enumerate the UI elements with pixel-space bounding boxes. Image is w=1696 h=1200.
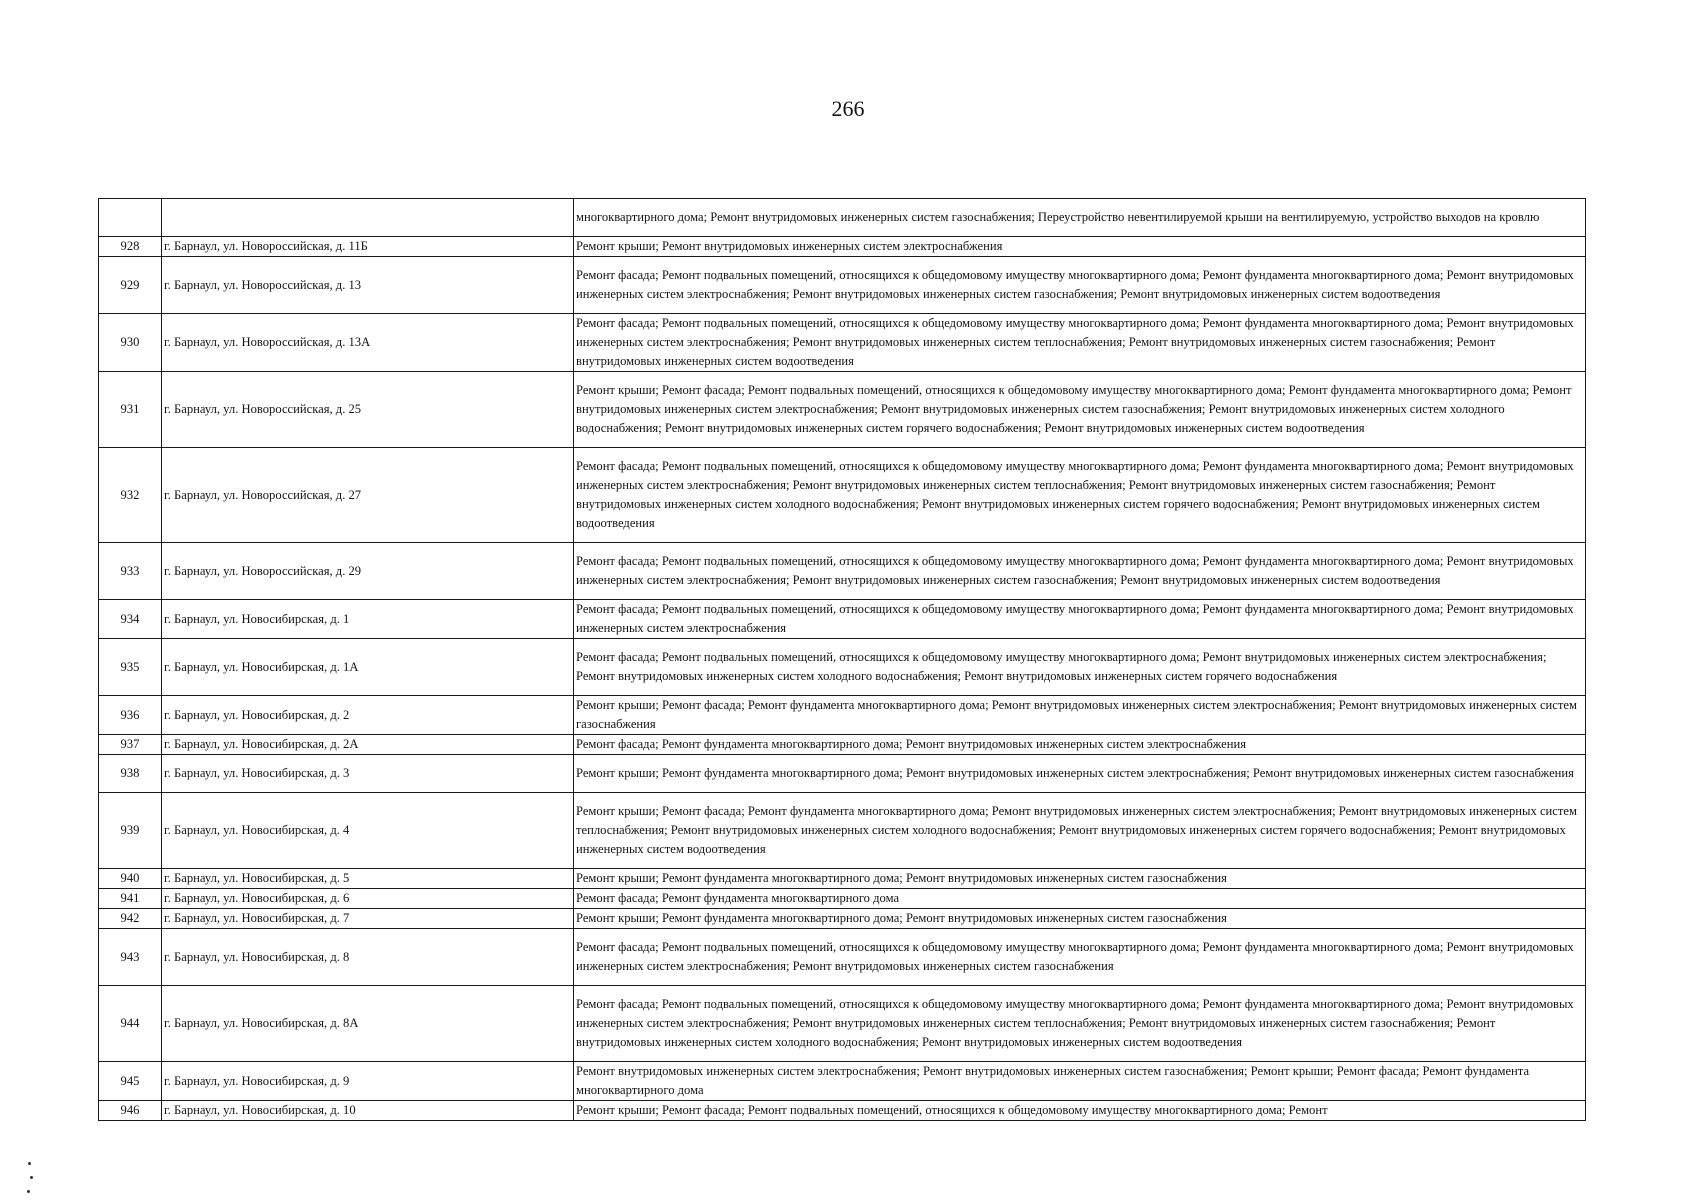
row-works: Ремонт фасада; Ремонт подвальных помещений, относящихся к общедомовому имуществу многоквартирного дома; Ремонт фундамента многоквартирного дома; Ремонт внутридомовых инженерных систем электроснабжения; Ремонт внутридомовых инженерных систем теплоснабжения; Ремонт внутридомовых инженерных систем газоснабжения; Ремонт внутридомовых инженерных систем холодного водоснабжения; Ремонт внутридомовых инженерных систем горячего водоснабжения; Ремонт внутридомовых инженерных систем водоотведения	[574, 448, 1586, 543]
row-address	[162, 199, 574, 237]
row-number: 940	[99, 869, 162, 889]
table-row	[99, 257, 1586, 314]
table-row	[99, 929, 1586, 986]
row-works: Ремонт фасада; Ремонт фундамента многоквартирного дома	[574, 889, 1586, 909]
row-works: многоквартирного дома; Ремонт внутридомовых инженерных систем газоснабжения; Переустройство невентилируемой крыши на вентилируемую, устройство выходов на кровлю	[574, 199, 1586, 237]
row-works: Ремонт фасада; Ремонт подвальных помещений, относящихся к общедомовому имуществу многоквартирного дома; Ремонт фундамента многоквартирного дома; Ремонт внутридомовых инженерных систем электроснабжения; Ремонт внутридомовых инженерных систем газоснабжения; Ремонт внутридомовых инженерных систем водоотведения	[574, 543, 1586, 600]
row-number	[99, 199, 162, 237]
row-address: г. Барнаул, ул. Новосибирская, д. 2	[162, 696, 574, 735]
table-row	[99, 869, 1586, 889]
row-number: 942	[99, 909, 162, 929]
table-row	[99, 237, 1586, 257]
row-works: Ремонт фасада; Ремонт подвальных помещений, относящихся к общедомовому имуществу многоквартирного дома; Ремонт фундамента многоквартирного дома; Ремонт внутридомовых инженерных систем электроснабжения; Ремонт внутридомовых инженерных систем теплоснабжения; Ремонт внутридомовых инженерных систем газоснабжения; Ремонт внутридомовых инженерных систем водоотведения	[574, 314, 1586, 372]
row-address: г. Барнаул, ул. Новороссийская, д. 29	[162, 543, 574, 600]
row-number: 929	[99, 257, 162, 314]
row-number: 939	[99, 793, 162, 869]
row-works: Ремонт крыши; Ремонт фундамента многоквартирного дома; Ремонт внутридомовых инженерных систем электроснабжения; Ремонт внутридомовых инженерных систем газоснабжения	[574, 755, 1586, 793]
row-number: 943	[99, 929, 162, 986]
row-works: Ремонт крыши; Ремонт фасада; Ремонт фундамента многоквартирного дома; Ремонт внутридомовых инженерных систем электроснабжения; Ремонт внутридомовых инженерных систем газоснабжения	[574, 696, 1586, 735]
row-address: г. Барнаул, ул. Новосибирская, д. 5	[162, 869, 574, 889]
row-address: г. Барнаул, ул. Новосибирская, д. 8А	[162, 986, 574, 1062]
page-number: 266	[831, 96, 865, 121]
row-works: Ремонт крыши; Ремонт фасада; Ремонт подвальных помещений, относящихся к общедомовому имуществу многоквартирного дома; Ремонт	[574, 1101, 1586, 1121]
row-number: 934	[99, 600, 162, 639]
row-address: г. Барнаул, ул. Новосибирская, д. 10	[162, 1101, 574, 1121]
row-works: Ремонт фасада; Ремонт подвальных помещений, относящихся к общедомовому имуществу многоквартирного дома; Ремонт внутридомовых инженерных систем электроснабжения; Ремонт внутридомовых инженерных систем холодного водоснабжения; Ремонт внутридомовых инженерных систем горячего водоснабжения	[574, 639, 1586, 696]
table-row	[99, 372, 1586, 448]
row-address: г. Барнаул, ул. Новосибирская, д. 6	[162, 889, 574, 909]
table-row	[99, 909, 1586, 929]
row-address: г. Барнаул, ул. Новосибирская, д. 7	[162, 909, 574, 929]
table-row	[99, 448, 1586, 543]
scan-speck	[27, 1190, 30, 1193]
row-number: 930	[99, 314, 162, 372]
row-address: г. Барнаул, ул. Новороссийская, д. 13А	[162, 314, 574, 372]
table-row	[99, 696, 1586, 735]
table-row	[99, 600, 1586, 639]
table-row	[99, 314, 1586, 372]
row-number: 932	[99, 448, 162, 543]
row-works: Ремонт крыши; Ремонт фундамента многоквартирного дома; Ремонт внутридомовых инженерных систем газоснабжения	[574, 869, 1586, 889]
row-number: 946	[99, 1101, 162, 1121]
table-row	[99, 793, 1586, 869]
row-number: 938	[99, 755, 162, 793]
table-row	[99, 639, 1586, 696]
table-row	[99, 1062, 1586, 1101]
row-number: 928	[99, 237, 162, 257]
table-row	[99, 986, 1586, 1062]
table-row	[99, 543, 1586, 600]
row-works: Ремонт фасада; Ремонт подвальных помещений, относящихся к общедомовому имуществу многоквартирного дома; Ремонт фундамента многоквартирного дома; Ремонт внутридомовых инженерных систем электроснабжения	[574, 600, 1586, 639]
table-row	[99, 755, 1586, 793]
row-works: Ремонт внутридомовых инженерных систем электроснабжения; Ремонт внутридомовых инженерных систем газоснабжения; Ремонт крыши; Ремонт фасада; Ремонт фундамента многоквартирного дома	[574, 1062, 1586, 1101]
row-number: 944	[99, 986, 162, 1062]
row-number: 935	[99, 639, 162, 696]
table-row	[99, 735, 1586, 755]
row-works: Ремонт фасада; Ремонт подвальных помещений, относящихся к общедомовому имуществу многоквартирного дома; Ремонт фундамента многоквартирного дома; Ремонт внутридомовых инженерных систем электроснабжения; Ремонт внутридомовых инженерных систем теплоснабжения; Ремонт внутридомовых инженерных систем газоснабжения; Ремонт внутридомовых инженерных систем холодного водоснабжения; Ремонт внутридомовых инженерных систем водоотведения	[574, 986, 1586, 1062]
row-works: Ремонт фасада; Ремонт подвальных помещений, относящихся к общедомовому имуществу многоквартирного дома; Ремонт фундамента многоквартирного дома; Ремонт внутридомовых инженерных систем электроснабжения; Ремонт внутридомовых инженерных систем газоснабжения	[574, 929, 1586, 986]
row-works: Ремонт фасада; Ремонт подвальных помещений, относящихся к общедомовому имуществу многоквартирного дома; Ремонт фундамента многоквартирного дома; Ремонт внутридомовых инженерных систем электроснабжения; Ремонт внутридомовых инженерных систем газоснабжения; Ремонт внутридомовых инженерных систем водоотведения	[574, 257, 1586, 314]
row-works: Ремонт крыши; Ремонт фундамента многоквартирного дома; Ремонт внутридомовых инженерных систем газоснабжения	[574, 909, 1586, 929]
table-row	[99, 889, 1586, 909]
row-works: Ремонт фасада; Ремонт фундамента многоквартирного дома; Ремонт внутридомовых инженерных систем электроснабжения	[574, 735, 1586, 755]
scan-speck	[30, 1176, 33, 1179]
row-number: 936	[99, 696, 162, 735]
row-address: г. Барнаул, ул. Новороссийская, д. 13	[162, 257, 574, 314]
row-address: г. Барнаул, ул. Новороссийская, д. 27	[162, 448, 574, 543]
row-number: 937	[99, 735, 162, 755]
table-row	[99, 199, 1586, 237]
row-address: г. Барнаул, ул. Новосибирская, д. 4	[162, 793, 574, 869]
row-address: г. Барнаул, ул. Новороссийская, д. 25	[162, 372, 574, 448]
row-address: г. Барнаул, ул. Новосибирская, д. 9	[162, 1062, 574, 1101]
row-number: 933	[99, 543, 162, 600]
row-address: г. Барнаул, ул. Новороссийская, д. 11Б	[162, 237, 574, 257]
row-works: Ремонт крыши; Ремонт фасада; Ремонт фундамента многоквартирного дома; Ремонт внутридомовых инженерных систем электроснабжения; Ремонт внутридомовых инженерных систем теплоснабжения; Ремонт внутридомовых инженерных систем холодного водоснабжения; Ремонт внутридомовых инженерных систем горячего водоснабжения; Ремонт внутридомовых инженерных систем водоотведения	[574, 793, 1586, 869]
scan-speck	[28, 1162, 31, 1165]
row-address: г. Барнаул, ул. Новосибирская, д. 8	[162, 929, 574, 986]
row-works: Ремонт крыши; Ремонт внутридомовых инженерных систем электроснабжения	[574, 237, 1586, 257]
row-address: г. Барнаул, ул. Новосибирская, д. 1А	[162, 639, 574, 696]
repair-works-table	[98, 198, 1586, 1121]
row-number: 941	[99, 889, 162, 909]
row-works: Ремонт крыши; Ремонт фасада; Ремонт подвальных помещений, относящихся к общедомовому имуществу многоквартирного дома; Ремонт фундамента многоквартирного дома; Ремонт внутридомовых инженерных систем электроснабжения; Ремонт внутридомовых инженерных систем газоснабжения; Ремонт внутридомовых инженерных систем холодного водоснабжения; Ремонт внутридомовых инженерных систем горячего водоснабжения; Ремонт внутридомовых инженерных систем водоотведения	[574, 372, 1586, 448]
row-number: 945	[99, 1062, 162, 1101]
row-address: г. Барнаул, ул. Новосибирская, д. 2А	[162, 735, 574, 755]
row-address: г. Барнаул, ул. Новосибирская, д. 3	[162, 755, 574, 793]
row-number: 931	[99, 372, 162, 448]
row-address: г. Барнаул, ул. Новосибирская, д. 1	[162, 600, 574, 639]
table-row	[99, 1101, 1586, 1121]
